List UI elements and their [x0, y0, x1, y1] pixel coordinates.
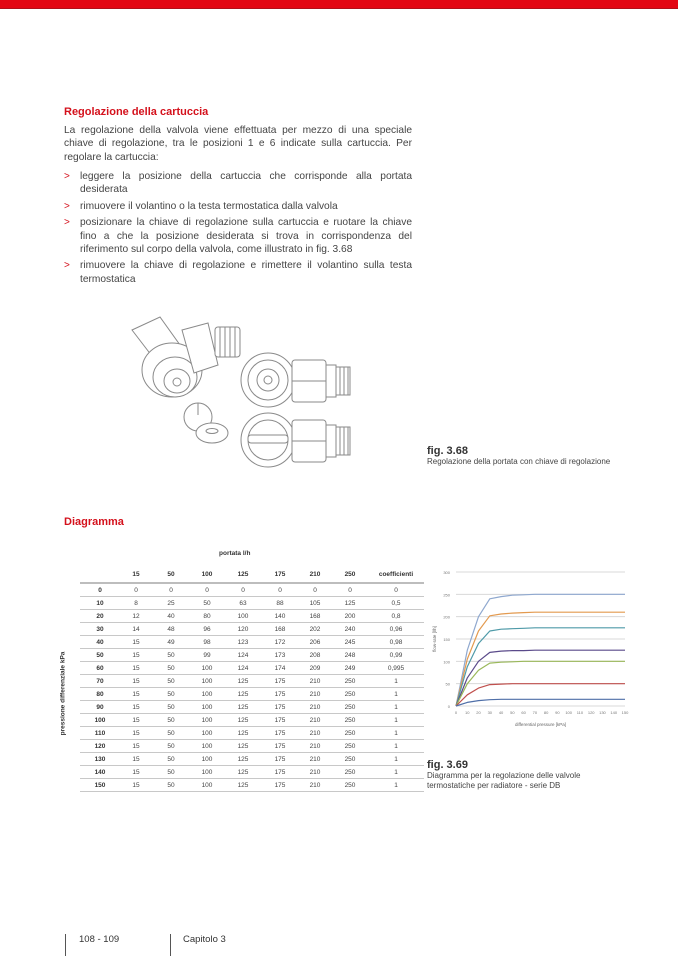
table-cell: 12 — [120, 610, 152, 623]
table-cell: 99 — [190, 649, 224, 662]
table-cell: 100 — [190, 766, 224, 779]
table-cell: 174 — [262, 662, 298, 675]
x-tick-label: 130 — [599, 710, 606, 715]
x-tick-label: 50 — [510, 710, 515, 715]
table-cell: 173 — [262, 649, 298, 662]
figure-caption-text: Regolazione della portata con chiave di regolazione — [427, 457, 611, 466]
table-cell: 15 — [120, 740, 152, 753]
x-tick-label: 30 — [487, 710, 493, 715]
table-cell: 210 — [298, 688, 332, 701]
table-cell: 49 — [152, 636, 190, 649]
figure-number: fig. 3.68 — [427, 445, 468, 457]
list-item — [64, 216, 412, 256]
table-cell: 50 — [152, 740, 190, 753]
table-cell: 210 — [298, 740, 332, 753]
series-line-15 — [456, 699, 625, 706]
valve-cartridge-illustration — [120, 305, 370, 485]
column-header: coefficienti — [368, 566, 424, 583]
x-tick-label: 90 — [555, 710, 560, 715]
table-cell: 250 — [332, 675, 368, 688]
row-header-cell: 20 — [80, 610, 120, 623]
x-tick-label: 150 — [621, 710, 629, 715]
intro-paragraph: La regolazione della valvola viene effettuata per mezzo di una speciale chiave di regolazione, tra le posizioni 1 e 6 indicate sulla cartuccia. Per regolare la cartuccia: — [64, 125, 412, 163]
row-header-cell: 70 — [80, 675, 120, 688]
row-header-cell: 60 — [80, 662, 120, 675]
table-cell: 105 — [298, 597, 332, 610]
table-cell: 50 — [152, 779, 190, 792]
instruction-list — [64, 170, 412, 289]
table-cell: 140 — [262, 610, 298, 623]
table-cell: 0 — [262, 583, 298, 597]
table-cell: 210 — [298, 766, 332, 779]
table-cell: 175 — [262, 675, 298, 688]
row-header-cell: 130 — [80, 753, 120, 766]
table-cell: 206 — [298, 636, 332, 649]
table-cell: 175 — [262, 714, 298, 727]
table-cell: 125 — [332, 597, 368, 610]
series-line-50 — [456, 684, 625, 706]
table-cell: 1 — [368, 727, 424, 740]
column-header: 100 — [190, 566, 224, 583]
table-corner-cell — [80, 566, 120, 583]
table-cell: 0 — [190, 583, 224, 597]
table-cell: 15 — [120, 753, 152, 766]
table-cell: 0,995 — [368, 662, 424, 675]
table-cell: 0 — [298, 583, 332, 597]
row-header-cell: 10 — [80, 597, 120, 610]
column-header: 50 — [152, 566, 190, 583]
table-cell: 100 — [190, 675, 224, 688]
table-cell: 15 — [120, 675, 152, 688]
table-cell: 1 — [368, 779, 424, 792]
row-header-cell: 100 — [80, 714, 120, 727]
table-cell: 250 — [332, 688, 368, 701]
table-row — [80, 688, 424, 701]
table-cell: 125 — [224, 766, 262, 779]
list-item — [64, 170, 412, 197]
table-cell: 25 — [152, 597, 190, 610]
table-cell: 210 — [298, 727, 332, 740]
table-cell: 125 — [224, 714, 262, 727]
row-header-cell: 0 — [80, 583, 120, 597]
table-cell: 200 — [332, 610, 368, 623]
table-cell: 1 — [368, 701, 424, 714]
page-numbers: 108 - 109 — [79, 934, 120, 945]
table-cell: 124 — [224, 649, 262, 662]
table-cell: 175 — [262, 740, 298, 753]
list-item-text: posizionare la chiave di regolazione sulla cartuccia e ruotare la chiave fino a che la posizione desiderata si trova in corrispondenza del riferimento sul corpo della valvola, come illustrato in fig. 3.68 — [80, 217, 412, 256]
table-cell: 123 — [224, 636, 262, 649]
x-tick-label: 40 — [498, 710, 504, 715]
column-header: 15 — [120, 566, 152, 583]
table-row — [80, 610, 424, 623]
column-header: 250 — [332, 566, 368, 583]
table-cell: 14 — [120, 623, 152, 636]
y-tick-label: 300 — [443, 570, 450, 575]
column-header: 210 — [298, 566, 332, 583]
footer-divider — [65, 934, 66, 956]
table-cell: 125 — [224, 701, 262, 714]
table-cell: 249 — [332, 662, 368, 675]
table-cell: 125 — [224, 753, 262, 766]
footer-divider — [170, 934, 171, 956]
list-item — [64, 200, 412, 213]
table-cell: 50 — [152, 675, 190, 688]
table-cell: 124 — [224, 662, 262, 675]
table-cell: 125 — [224, 675, 262, 688]
chevron-right-icon: > — [64, 200, 70, 212]
table-cell: 0,96 — [368, 623, 424, 636]
table-cell: 15 — [120, 636, 152, 649]
table-cell: 100 — [190, 779, 224, 792]
flow-rate-table — [80, 566, 424, 792]
column-header: 125 — [224, 566, 262, 583]
table-cell: 0 — [332, 583, 368, 597]
chevron-right-icon: > — [64, 171, 70, 182]
y-axis-label: flow-rate [l/h] — [432, 626, 437, 652]
x-tick-label: 10 — [465, 710, 470, 715]
table-cell: 100 — [190, 727, 224, 740]
table-cell: 175 — [262, 727, 298, 740]
row-header-cell: 140 — [80, 766, 120, 779]
table-cell: 100 — [190, 740, 224, 753]
list-item-text: leggere la posizione della cartuccia che corrisponde alla portata desiderata — [80, 171, 412, 196]
table-cell: 210 — [298, 675, 332, 688]
table-cell: 15 — [120, 727, 152, 740]
table-cell: 15 — [120, 766, 152, 779]
table-cell: 80 — [190, 610, 224, 623]
table-row — [80, 662, 424, 675]
x-tick-label: 80 — [543, 710, 549, 715]
section-title-diagramma: Diagramma — [64, 516, 124, 528]
table-cell: 202 — [298, 623, 332, 636]
table-cell: 1 — [368, 753, 424, 766]
table-cell: 96 — [190, 623, 224, 636]
table-cell: 250 — [332, 727, 368, 740]
table-cell: 48 — [152, 623, 190, 636]
table-cell: 0 — [368, 583, 424, 597]
series-line-175 — [456, 628, 625, 706]
table-cell: 50 — [152, 753, 190, 766]
table-cell: 125 — [224, 688, 262, 701]
table-cell: 100 — [190, 688, 224, 701]
figure-caption-line-2: termostatiche per radiatore - serie DB — [427, 781, 561, 790]
table-cell: 250 — [332, 779, 368, 792]
table-cell: 15 — [120, 701, 152, 714]
x-tick-label: 140 — [610, 710, 618, 715]
table-row — [80, 766, 424, 779]
table-cell: 0 — [224, 583, 262, 597]
table-cell: 50 — [152, 649, 190, 662]
table-row — [80, 779, 424, 792]
x-tick-label: 70 — [532, 710, 538, 715]
table-cell: 248 — [332, 649, 368, 662]
table-group-header: portata l/h — [219, 550, 251, 557]
row-header-cell: 40 — [80, 636, 120, 649]
table-cell: 100 — [224, 610, 262, 623]
y-tick-label: 250 — [443, 592, 450, 598]
figure-number: fig. 3.69 — [427, 759, 468, 771]
table-cell: 175 — [262, 688, 298, 701]
table-cell: 50 — [190, 597, 224, 610]
table-row — [80, 740, 424, 753]
table-cell: 208 — [298, 649, 332, 662]
list-item — [64, 259, 412, 286]
figure-caption-3-69 — [427, 759, 580, 791]
table-cell: 210 — [298, 779, 332, 792]
table-cell: 8 — [120, 597, 152, 610]
table-cell: 50 — [152, 714, 190, 727]
table-cell: 100 — [190, 753, 224, 766]
row-header-cell: 110 — [80, 727, 120, 740]
x-tick-label: 60 — [521, 710, 526, 715]
table-cell: 209 — [298, 662, 332, 675]
table-cell: 250 — [332, 701, 368, 714]
table-cell: 250 — [332, 740, 368, 753]
table-cell: 210 — [298, 701, 332, 714]
chapter-label: Capitolo 3 — [183, 934, 226, 945]
table-cell: 0,5 — [368, 597, 424, 610]
table-cell: 175 — [262, 779, 298, 792]
table-row — [80, 583, 424, 597]
table-cell: 0,99 — [368, 649, 424, 662]
row-header-cell: 30 — [80, 623, 120, 636]
table-header-row — [80, 566, 424, 583]
brand-top-bar — [0, 0, 678, 9]
table-row — [80, 597, 424, 610]
table-row — [80, 714, 424, 727]
table-cell: 175 — [262, 701, 298, 714]
table-cell: 63 — [224, 597, 262, 610]
row-header-cell: 80 — [80, 688, 120, 701]
row-header-cell: 120 — [80, 740, 120, 753]
table-cell: 15 — [120, 779, 152, 792]
table-row — [80, 623, 424, 636]
table-cell: 1 — [368, 714, 424, 727]
table-cell: 168 — [262, 623, 298, 636]
table-cell: 100 — [190, 662, 224, 675]
table-cell: 15 — [120, 662, 152, 675]
table-cell: 15 — [120, 649, 152, 662]
table-cell: 210 — [298, 753, 332, 766]
table-cell: 50 — [152, 701, 190, 714]
table-cell: 250 — [332, 766, 368, 779]
table-cell: 210 — [298, 714, 332, 727]
figure-caption-3-68 — [427, 445, 610, 467]
x-tick-label: 0 — [454, 710, 458, 715]
series-line-125 — [456, 650, 625, 706]
valve-thread — [215, 327, 240, 357]
x-tick-label: 100 — [565, 710, 573, 715]
y-tick-label: 0 — [447, 704, 450, 709]
table-cell: 0 — [152, 583, 190, 597]
table-cell: 1 — [368, 675, 424, 688]
table-cell: 88 — [262, 597, 298, 610]
table-cell: 175 — [262, 766, 298, 779]
table-cell: 125 — [224, 727, 262, 740]
table-cell: 250 — [332, 753, 368, 766]
table-row — [80, 701, 424, 714]
x-axis-label: differential pressure [kPa] — [515, 722, 566, 727]
x-tick-label: 110 — [576, 710, 584, 715]
table-cell: 40 — [152, 610, 190, 623]
y-tick-label: 150 — [443, 637, 450, 642]
table-cell: 50 — [152, 662, 190, 675]
chevron-right-icon: > — [64, 217, 70, 229]
table-cell: 0 — [120, 583, 152, 597]
column-header: 175 — [262, 566, 298, 583]
row-header-cell: 50 — [80, 649, 120, 662]
chevron-right-icon: > — [64, 260, 70, 272]
figure-caption-line-1: Diagramma per la regolazione delle valvole — [427, 771, 581, 780]
table-cell: 175 — [262, 753, 298, 766]
table-cell: 250 — [332, 714, 368, 727]
table-cell: 240 — [332, 623, 368, 636]
table-cell: 0,98 — [368, 636, 424, 649]
table-cell: 0,8 — [368, 610, 424, 623]
row-header-cell: 150 — [80, 779, 120, 792]
table-cell: 50 — [152, 688, 190, 701]
y-tick-label: 200 — [443, 614, 450, 620]
table-cell: 120 — [224, 623, 262, 636]
table-cell: 1 — [368, 688, 424, 701]
table-cell: 245 — [332, 636, 368, 649]
table-row — [80, 753, 424, 766]
y-tick-label: 100 — [443, 659, 450, 665]
table-cell: 15 — [120, 688, 152, 701]
table-cell: 50 — [152, 727, 190, 740]
y-tick-label: 50 — [445, 681, 450, 687]
table-cell: 125 — [224, 779, 262, 792]
table-row — [80, 649, 424, 662]
table-row — [80, 675, 424, 688]
table-row — [80, 727, 424, 740]
flow-rate-chart — [428, 566, 633, 746]
table-cell: 98 — [190, 636, 224, 649]
table-cell: 168 — [298, 610, 332, 623]
table-cell: 100 — [190, 701, 224, 714]
table-cell: 1 — [368, 740, 424, 753]
table-cell: 15 — [120, 714, 152, 727]
list-item-text: rimuovere il volantino o la testa termostatica dalla valvola — [80, 200, 338, 212]
x-tick-label: 120 — [587, 710, 595, 715]
table-cell: 172 — [262, 636, 298, 649]
x-tick-label: 20 — [476, 710, 481, 715]
table-cell: 50 — [152, 766, 190, 779]
row-header-cell: 90 — [80, 701, 120, 714]
table-cell: 125 — [224, 740, 262, 753]
table-cell: 1 — [368, 766, 424, 779]
list-item-text: rimuovere la chiave di regolazione e rimettere il volantino sulla testa termostatica — [80, 260, 412, 285]
table-row — [80, 636, 424, 649]
table-cell: 100 — [190, 714, 224, 727]
table-row-axis-label: pressione differenziale kPa — [59, 651, 67, 736]
section-title-cartuccia: Regolazione della cartuccia — [64, 106, 209, 118]
